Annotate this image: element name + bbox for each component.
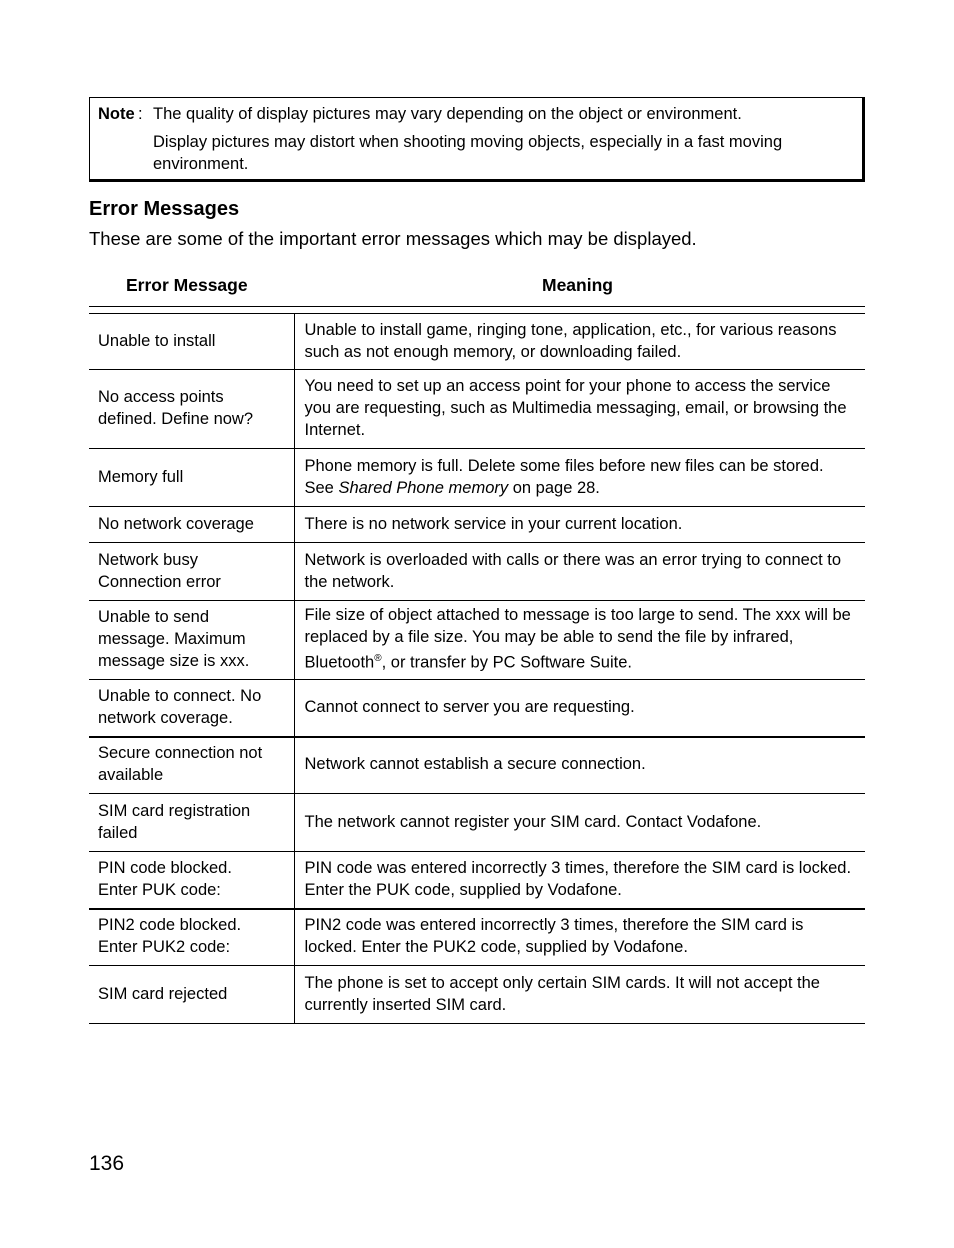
error-message-cell: Unable to send message. Maximum message size is xxx. <box>89 601 294 680</box>
section-intro: These are some of the important error messages which may be displayed. <box>89 228 697 249</box>
table-row <box>89 543 865 601</box>
error-message-cell: Network busy Connection error <box>89 543 294 601</box>
error-message-cell: Unable to install <box>89 314 294 370</box>
note-colon: : <box>138 105 143 123</box>
column-header-error-message: Error Message <box>126 275 248 295</box>
table-row <box>89 507 865 543</box>
meaning-text: Phone memory is full. Delete some files before new files can be stored. See <box>304 456 824 497</box>
table-row <box>89 909 865 966</box>
error-message-cell: Unable to connect. No network coverage. <box>89 680 294 737</box>
table-row <box>89 737 865 794</box>
meaning-text: , or transfer by PC Software Suite. <box>381 653 632 672</box>
table-row <box>89 680 865 737</box>
meaning-cell: The network cannot register your SIM card. Contact Vodafone. <box>294 794 865 852</box>
error-message-cell: PIN2 code blocked. Enter PUK2 code: <box>89 909 294 966</box>
error-message-cell: Memory full <box>89 449 294 507</box>
error-message-cell: No access points defined. Define now? <box>89 370 294 449</box>
column-header-meaning: Meaning <box>542 275 613 295</box>
error-message-cell: No network coverage <box>89 507 294 543</box>
meaning-text: on page 28. <box>508 478 600 497</box>
meaning-cell: PIN code was entered incorrectly 3 times, therefore the SIM card is locked. Enter the PUK code, supplied by Vodafone. <box>294 852 865 909</box>
meaning-cell <box>294 449 865 507</box>
table-row <box>89 852 865 909</box>
table-row <box>89 794 865 852</box>
meaning-cell: Unable to install game, ringing tone, application, etc., for various reasons such as not enough memory, or downloading failed. <box>294 314 865 370</box>
header-divider <box>89 306 865 307</box>
error-message-cell: SIM card rejected <box>89 966 294 1024</box>
meaning-cell: Network is overloaded with calls or there was an error trying to connect to the network. <box>294 543 865 601</box>
section-title: Error Messages <box>89 198 240 220</box>
meaning-text: File size of object attached to message is too large to send. The xxx will be replaced by a file size. You may be able to send the file by infrared, Bluetooth <box>304 606 851 672</box>
table-row <box>89 314 865 370</box>
meaning-cell: The phone is set to accept only certain SIM cards. It will not accept the currently inserted SIM card. <box>294 966 865 1024</box>
note-label: Note <box>98 105 135 123</box>
note-text-2: Display pictures may distort when shooting moving objects, especially in a fast moving environment. <box>153 133 783 173</box>
cross-reference-link-text: Shared Phone memory <box>338 478 509 497</box>
registered-mark: ® <box>374 653 382 665</box>
table-row <box>89 449 865 507</box>
table-row <box>89 966 865 1024</box>
error-message-cell: Secure connection not available <box>89 737 294 794</box>
error-messages-table <box>89 313 865 1024</box>
meaning-cell: You need to set up an access point for your phone to access the service you are requesting, such as Multimedia messaging, email, or browsing the Internet. <box>294 370 865 449</box>
meaning-cell: There is no network service in your current location. <box>294 507 865 543</box>
error-message-cell: PIN code blocked. Enter PUK code: <box>89 852 294 909</box>
table-row <box>89 370 865 449</box>
error-message-cell: SIM card registration failed <box>89 794 294 852</box>
note-box <box>89 97 865 182</box>
note-text-1: The quality of display pictures may vary depending on the object or environment. <box>153 105 742 123</box>
table-row <box>89 601 865 680</box>
meaning-cell: Network cannot establish a secure connection. <box>294 737 865 794</box>
meaning-cell: Cannot connect to server you are requesting. <box>294 680 865 737</box>
page-number: 136 <box>89 1152 125 1175</box>
meaning-cell: PIN2 code was entered incorrectly 3 times, therefore the SIM card is locked. Enter the PUK2 code, supplied by Vodafone. <box>294 909 865 966</box>
meaning-cell <box>294 601 865 680</box>
